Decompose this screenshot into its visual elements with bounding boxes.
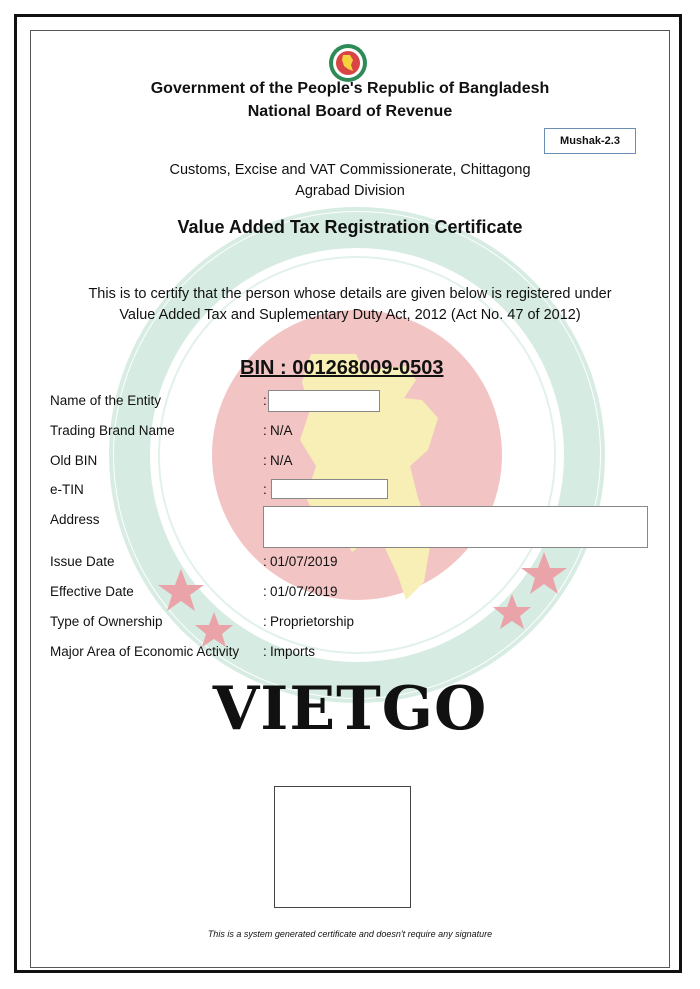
- old-bin-separator: :: [263, 453, 267, 468]
- etin-separator: :: [263, 482, 267, 497]
- issue-date-label: Issue Date: [50, 554, 115, 569]
- statement-line-1: This is to certify that the person whose details are given below is registered under: [88, 286, 612, 302]
- bin-number: BIN : 001268009-0503: [240, 357, 444, 379]
- brand-value: N/A: [270, 423, 293, 438]
- effective-date-value: 01/07/2019: [270, 584, 338, 599]
- issue-date-separator: :: [263, 554, 267, 569]
- board-title: National Board of Revenue: [247, 103, 453, 120]
- commissionerate-name: Customs, Excise and VAT Commissionerate, Chittagong: [169, 162, 531, 178]
- government-seal-icon: [326, 42, 370, 84]
- vietgo-watermark-text: VIETGO: [212, 674, 488, 744]
- activity-label: Major Area of Economic Activity: [50, 644, 240, 659]
- issue-date-value: 01/07/2019: [270, 554, 338, 569]
- form-code-badge: Mushak-2.3: [544, 128, 636, 154]
- certificate-title: Value Added Tax Registration Certificate: [177, 217, 523, 237]
- brand-label: Trading Brand Name: [50, 423, 175, 438]
- etin-label: e-TIN: [50, 482, 84, 497]
- activity-value: Imports: [270, 644, 316, 659]
- government-title: Government of the People's Republic of Bangladesh: [150, 80, 550, 97]
- old-bin-value: N/A: [270, 453, 293, 468]
- footer-note: This is a system generated certificate and doesn't require any signature: [207, 929, 493, 939]
- address-label: Address: [50, 512, 100, 527]
- division-name: Agrabad Division: [295, 183, 405, 199]
- address-value-box: [263, 506, 648, 548]
- entity-separator: :: [263, 393, 267, 408]
- effective-date-separator: :: [263, 584, 267, 599]
- activity-separator: :: [263, 644, 267, 659]
- brand-separator: :: [263, 423, 267, 438]
- effective-date-label: Effective Date: [50, 584, 134, 599]
- ownership-label: Type of Ownership: [50, 614, 163, 629]
- old-bin-label: Old BIN: [50, 453, 98, 468]
- etin-value-box: [271, 479, 388, 499]
- entity-label: Name of the Entity: [50, 393, 162, 408]
- ownership-value: Proprietorship: [270, 614, 355, 629]
- ownership-separator: :: [263, 614, 267, 629]
- emblem-watermark: [106, 204, 608, 706]
- entity-value-box: [268, 390, 380, 412]
- photo-placeholder: [274, 786, 411, 908]
- statement-line-2: Value Added Tax and Suplementary Duty Act, 2012 (Act No. 47 of 2012): [119, 307, 581, 323]
